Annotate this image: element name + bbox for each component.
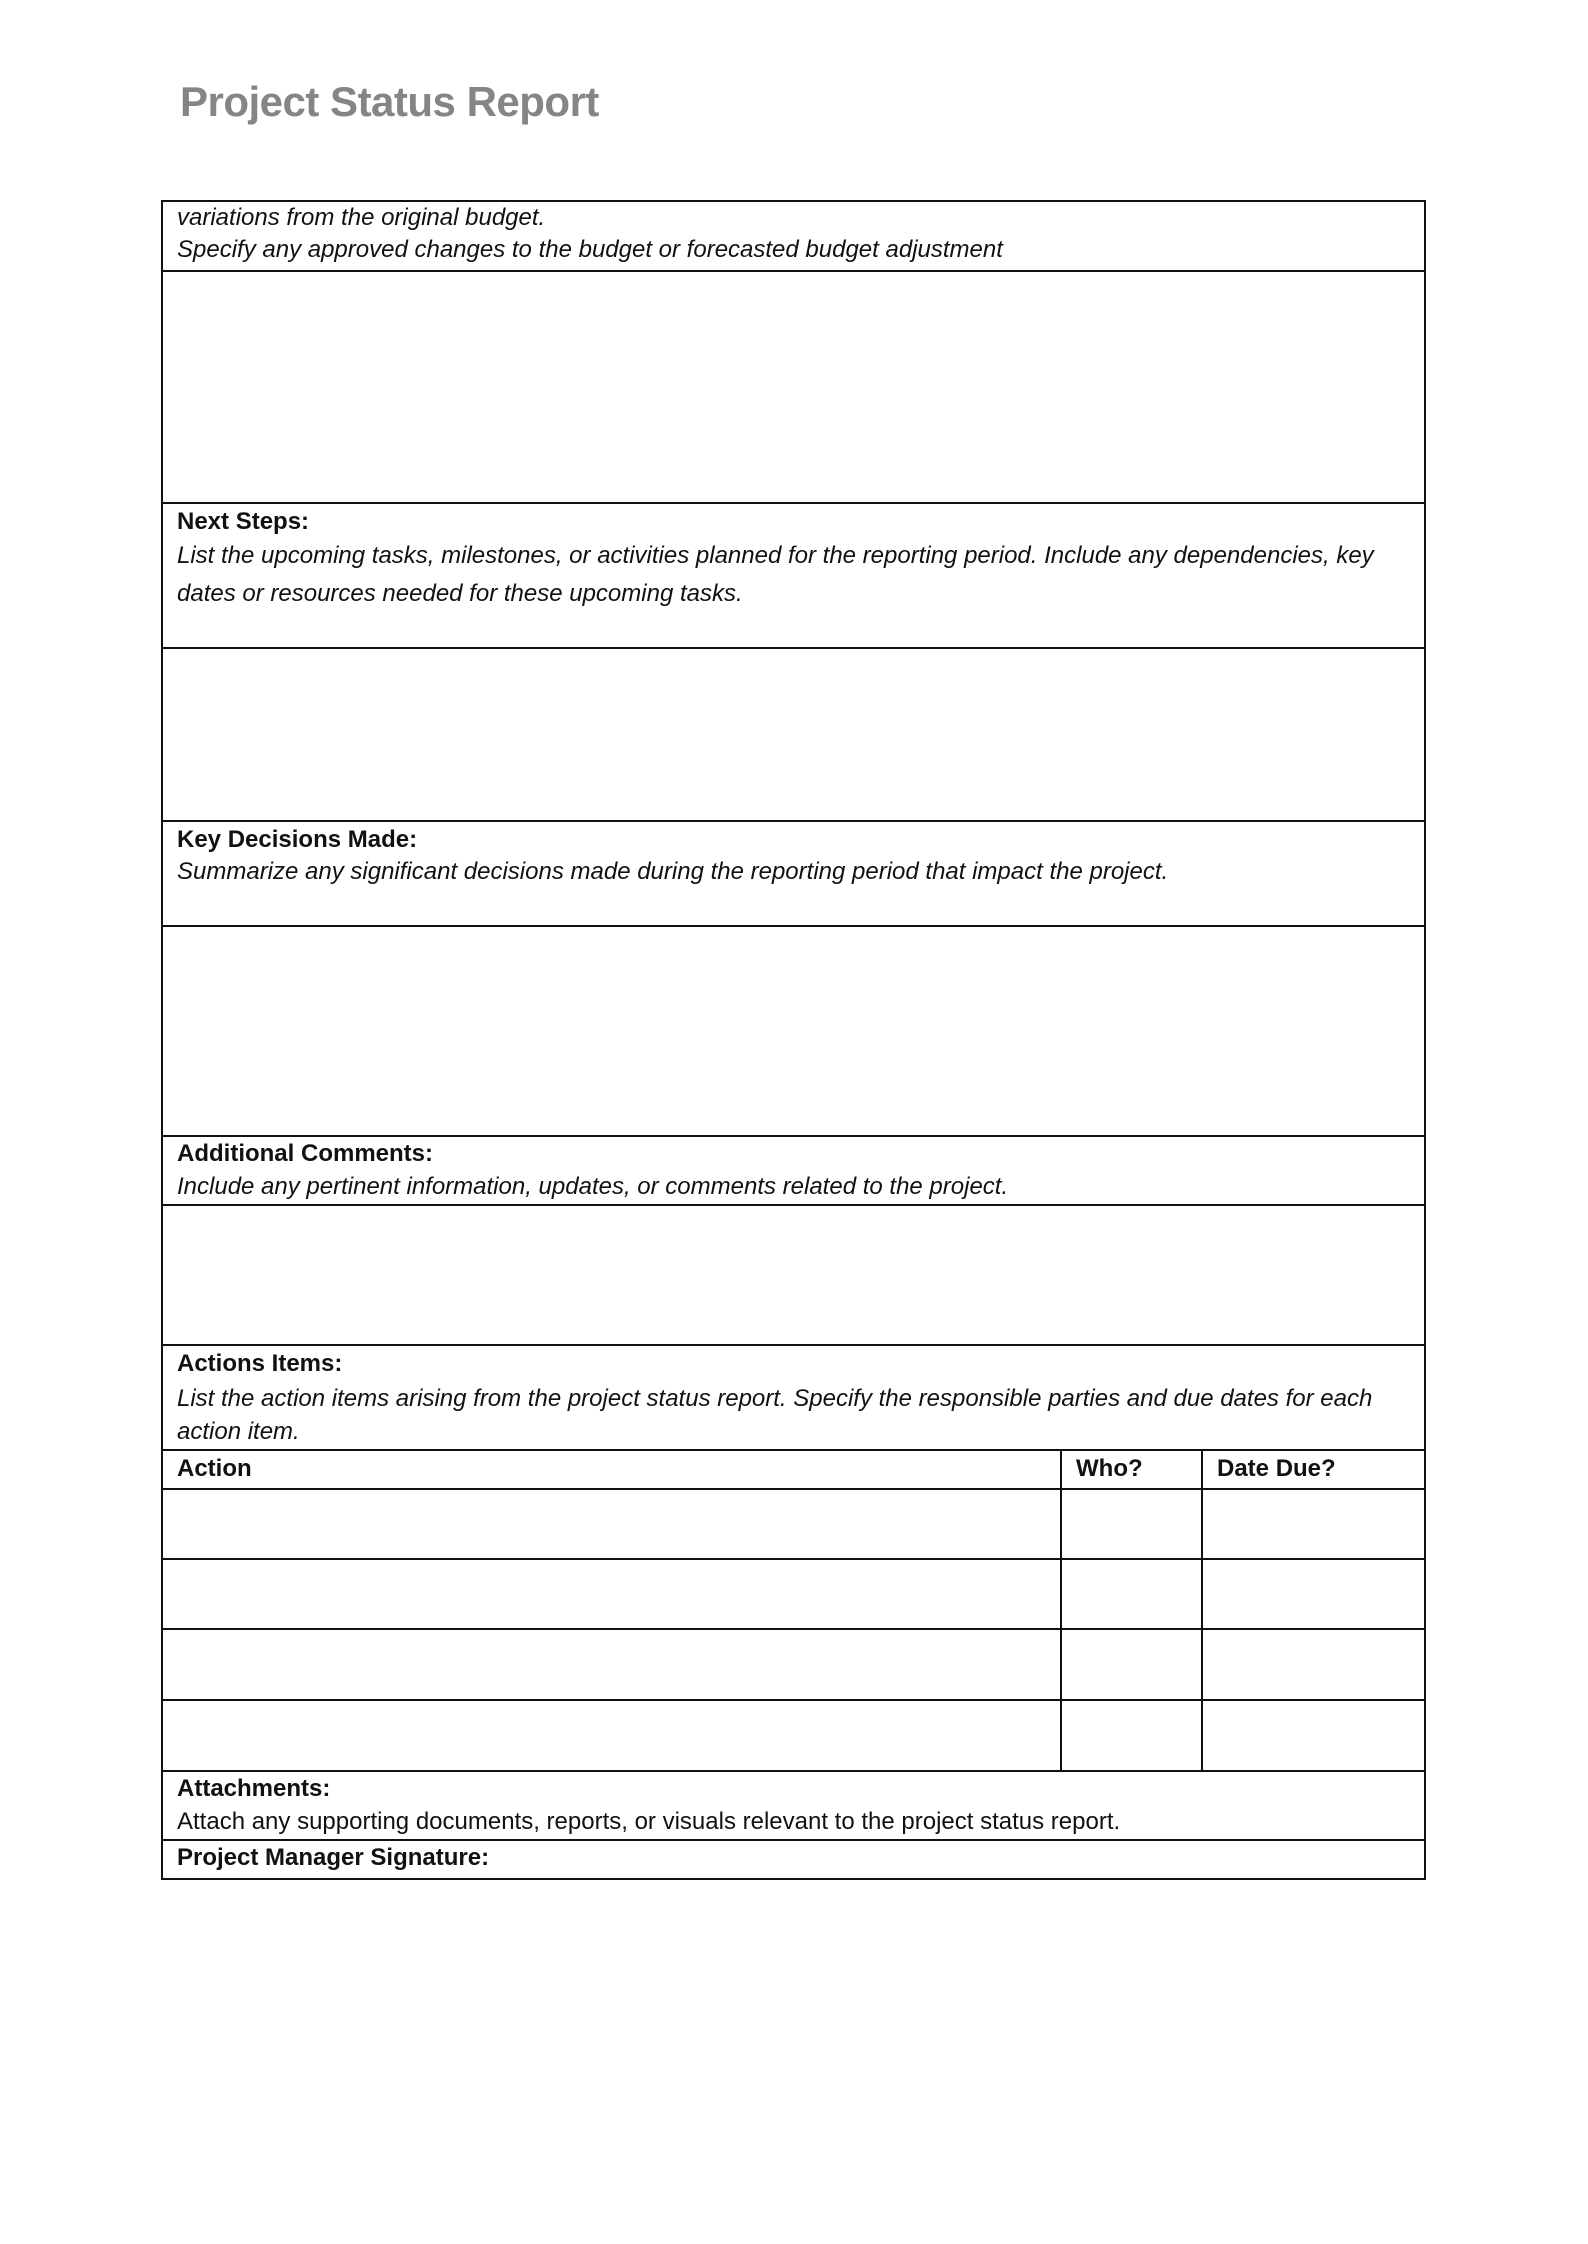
column-header-date-due: Date Due? [1217,1455,1336,1482]
action-items-header [163,1451,1424,1490]
table-row [163,1701,1424,1772]
key-decisions-section [163,822,1424,927]
attachments-section [163,1772,1424,1841]
additional-comments-instructions: Include any pertinent information, updates, or comments related to the project. [177,1173,1009,1200]
who-cell[interactable] [1062,1701,1203,1770]
date-due-cell[interactable] [1203,1701,1424,1770]
next-steps-response-area[interactable] [163,649,1424,822]
next-steps-label: Next Steps: [177,508,310,535]
attachments-instructions: Attach any supporting documents, reports, or visuals relevant to the project status report. [177,1808,1121,1835]
table-row [163,1630,1424,1701]
action-cell[interactable] [163,1701,1062,1770]
budget-instructions-line1: variations from the original budget. [177,204,546,231]
status-report-form [161,200,1426,1880]
action-cell[interactable] [163,1490,1062,1558]
who-cell[interactable] [1062,1490,1203,1558]
key-decisions-label: Key Decisions Made: [177,826,418,853]
signature-section[interactable] [163,1841,1424,1878]
key-decisions-instructions: Summarize any significant decisions made during the reporting period that impact the project. [177,858,1169,885]
action-items-label: Actions Items: [177,1350,343,1377]
budget-instructions-line2: Specify any approved changes to the budget or forecasted budget adjustment [177,236,1003,263]
next-steps-section [163,504,1424,649]
table-row [163,1560,1424,1630]
action-cell[interactable] [163,1560,1062,1628]
table-row [163,1490,1424,1560]
next-steps-instructions: List the upcoming tasks, milestones, or activities planned for the reporting period. Include any dependencies, key dates or resources needed for these upcoming tasks. [177,542,1374,607]
action-items-section [163,1346,1424,1451]
signature-label: Project Manager Signature: [177,1844,490,1871]
date-due-cell[interactable] [1203,1560,1424,1628]
action-items-instructions: List the action items arising from the project status report. Specify the responsible parties and due dates for each action item. [177,1385,1373,1445]
column-header-who: Who? [1062,1451,1203,1488]
action-cell[interactable] [163,1630,1062,1699]
additional-comments-section [163,1137,1424,1206]
budget-instructions-section [163,202,1424,272]
date-due-cell[interactable] [1203,1630,1424,1699]
additional-comments-response-area[interactable] [163,1206,1424,1346]
who-cell[interactable] [1062,1560,1203,1628]
additional-comments-label: Additional Comments: [177,1140,433,1167]
key-decisions-response-area[interactable] [163,927,1424,1137]
column-header-action: Action [163,1451,1062,1488]
page-title: Project Status Report [180,78,599,125]
attachments-label: Attachments: [177,1775,331,1802]
who-cell[interactable] [1062,1630,1203,1699]
date-due-cell[interactable] [1203,1490,1424,1558]
budget-response-area[interactable] [163,272,1424,504]
